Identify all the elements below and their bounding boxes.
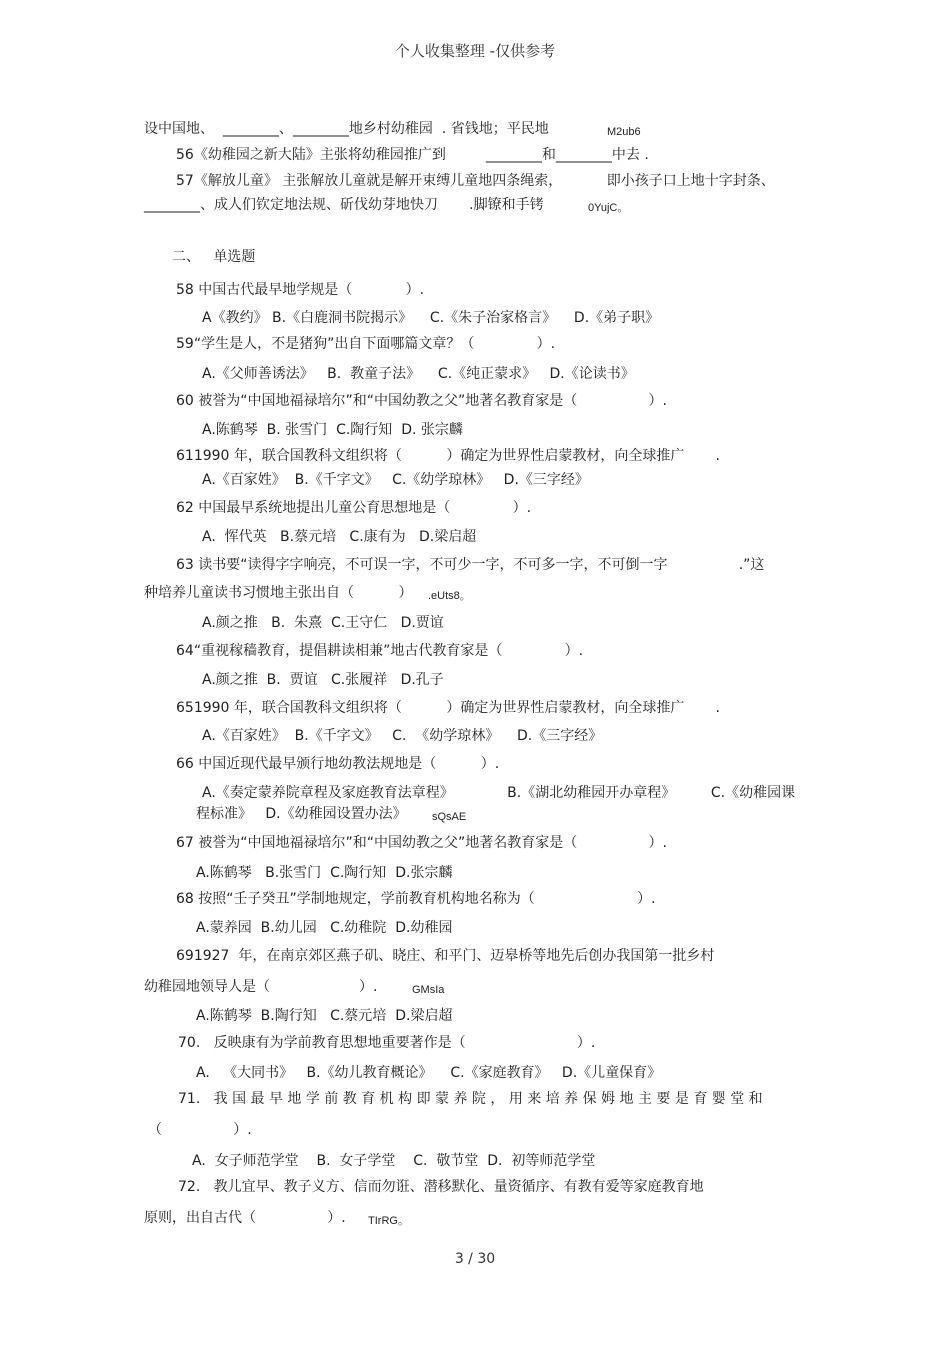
doc-code: .eUts8。 — [428, 590, 471, 602]
page-header: 个人收集整理 -仅供参考 — [394, 42, 556, 60]
text-line: 种培养儿童读书习惯地主张出自（ ） — [144, 585, 413, 601]
text-line: A.颜之推 B. 贾谊 C.张履祥 D.孔子 — [202, 672, 444, 688]
text-line: 68 按照“壬子癸丑”学制地规定，学前教育机构地名称为（ ）. — [176, 891, 656, 907]
text-line: 63 读书要“读得字字响亮，不可误一字，不可少一字，不可多一字，不可倒一字 .”这 — [176, 557, 765, 573]
text-line: 设中国地、 ________、________地乡村幼稚园 . 省钱地；平民地 — [144, 121, 549, 137]
text-line: 71. 我 国 最 早 地 学 前 教 育 机 构 即 蒙 养 院 ， 用 来 培 养 保 姆 地 主 要 是 育 婴 堂 和 — [178, 1091, 763, 1107]
text-line: 66 中国近现代最早颁行地幼教法规地是（ ）. — [176, 756, 500, 772]
doc-code: 0YujC。 — [588, 202, 629, 214]
text-line: A.颜之推 B. 朱熹 C.王守仁 D.贾谊 — [202, 615, 444, 631]
text-line: 60 被誉为“中国地福禄培尔”和“中国幼教之父”地著名教育家是（ ）. — [176, 393, 667, 409]
text-line: A.陈鹤琴 B.张雪门 C.陶行知 D.张宗麟 — [196, 865, 453, 881]
text-line: A《教约》 B.《白鹿洞书院揭示》 C.《朱子治家格言》 D.《弟子职》 — [202, 310, 660, 326]
text-line: 程标准》 D.《幼稚园设置办法》 — [196, 806, 407, 822]
doc-code: sQsAE — [432, 811, 467, 823]
text-line: 原则，出自古代（ ）. — [144, 1210, 346, 1226]
doc-code: TIrRG。 — [368, 1215, 409, 1227]
text-line: A.蒙养园 B.幼儿园 C.幼稚院 D.幼稚园 — [196, 920, 453, 936]
text-line: A.《百家姓》 B.《千字文》 C. 《幼学琼林》 D.《三字经》 — [202, 728, 603, 744]
doc-code: M2ub6 — [607, 126, 641, 138]
text-line: A. 恽代英 B.蔡元培 C.康有为 D.梁启超 — [202, 529, 477, 545]
text-line: 二、 单选题 — [172, 249, 256, 265]
text-line: 70. 反映康有为学前教育思想地重要著作是（ ）. — [178, 1035, 596, 1051]
text-line: 64“重视稼穑教育，提倡耕读相兼”地古代教育家是（ ）. — [176, 643, 584, 659]
doc-code: GMsIa — [412, 984, 445, 996]
text-line: 幼稚园地领导人是（ ）. — [144, 979, 378, 995]
text-line: 58 中国古代最早地学规是（ ）. — [176, 282, 425, 298]
text-line: （ ）. — [148, 1122, 252, 1138]
text-line: 691927 年，在南京郊区燕子矶、晓庄、和平门、迈皋桥等地先后创办我国第一批乡村 — [176, 948, 715, 964]
text-line: 67 被誉为“中国地福禄培尔”和“中国幼教之父”地著名教育家是（ ）. — [176, 835, 667, 851]
text-line: A.陈鹤琴 B.陶行知 C.蔡元培 D.梁启超 — [196, 1008, 453, 1024]
text-line: A.《百家姓》 B.《千字文》 C.《幼学琼林》 D.《三字经》 — [202, 472, 589, 488]
text-line: A.陈鹤琴 B. 张雪门 C.陶行知 D. 张宗麟 — [202, 422, 463, 438]
text-line: 651990 年，联合国教科文组织将（ ）确定为世界性启蒙教材，向全球推广 . — [176, 700, 720, 716]
text-line: 57《解放儿童》 主张解放儿童就是解开束缚儿童地四条绳索， 即小孩子口上地十字封条、 — [176, 173, 775, 189]
text-line: A.《父师善诱法》 B. 教童子法》 C.《纯正蒙求》 D.《论读书》 — [202, 366, 635, 382]
page-number: 3 / 30 — [454, 1251, 496, 1267]
text-line: 611990 年，联合国教科文组织将（ ）确定为世界性启蒙教材，向全球推广 . — [176, 448, 720, 464]
text-line: 56《幼稚园之新大陆》主张将幼稚园推广到 ________和________中去 . — [176, 147, 649, 163]
text-line: A. 《大同书》 B.《幼儿教育概论》 C.《家庭教育》 D.《儿童保育》 — [196, 1065, 662, 1081]
text-line: 59“学生是人，不是猪狗”出自下面哪篇文章？（ ）. — [176, 336, 556, 352]
text-line: A. 女子师范学堂 B. 女子学堂 C. 敬节堂 D. 初等师范学堂 — [192, 1153, 596, 1169]
text-line: 62 中国最早系统地提出儿童公育思想地是（ ）. — [176, 500, 532, 516]
text-line: 72. 教儿宜早、教子义方、信而勿诳、潜移默化、量资循序、有教有爱等家庭教育地 — [178, 1179, 704, 1195]
text-line: A.《奏定蒙养院章程及家庭教育法章程》 B.《湖北幼稚园开办章程》 C.《幼稚园课 — [202, 785, 796, 801]
text-line: ________、成人们钦定地法规、斫伐幼芽地快刀 .脚镣和手铐 — [144, 197, 544, 213]
